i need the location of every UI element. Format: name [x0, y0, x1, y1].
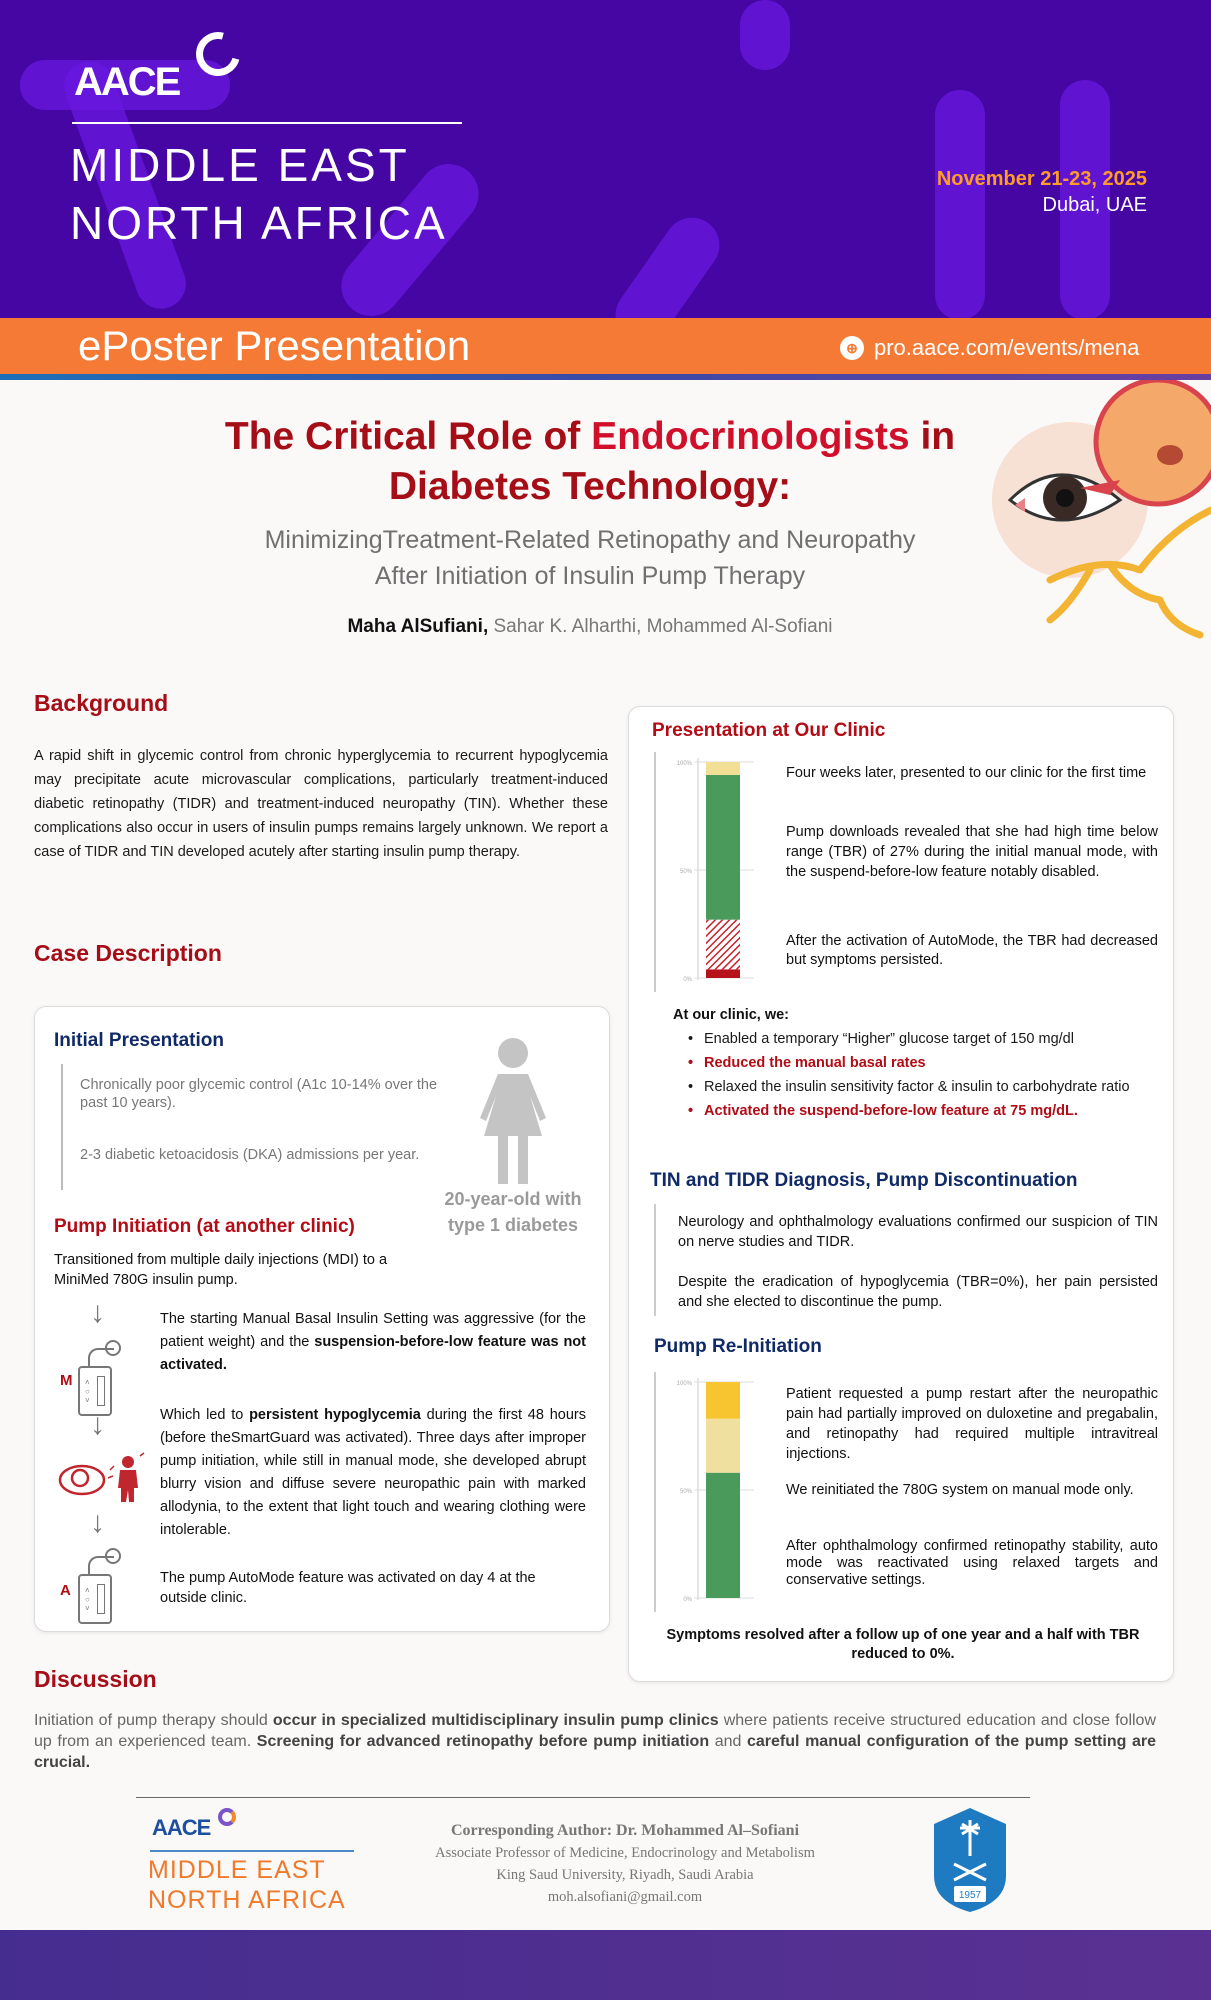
reinitiation-heading: Pump Re-Initiation	[654, 1336, 822, 1357]
poster-title	[200, 412, 980, 512]
clinic-action-item: • Relaxed the insulin sensitivity factor & insulin to carbohydrate ratio	[688, 1075, 1158, 1099]
reinitiation-paragraph-3: After ophthalmology confirmed retinopathy stability, auto mode was reactivated using relaxed targets and conservative settings.	[786, 1538, 1158, 1588]
chart-bar-segment-very-high	[706, 1382, 740, 1419]
pupil-icon	[1056, 489, 1074, 507]
event-location: Dubai, UAE	[1042, 194, 1147, 216]
aace-logo: AACE	[74, 60, 180, 104]
author-institution: King Saud University, Riyadh, Saudi Arabia	[496, 1867, 754, 1883]
insulin-pump-manual-icon: ˄ ○ ˅	[78, 1366, 112, 1416]
chart-bar-segment-very-low	[706, 969, 740, 978]
region-line-1: MIDDLE EAST	[70, 139, 410, 191]
pump-step-3: The pump AutoMode feature was activated on day 4 at the outside clinic.	[160, 1570, 536, 1606]
discussion-bold-1: occur in specialized multidisciplinary insulin pump clinics	[272, 1712, 719, 1729]
author-list	[200, 616, 980, 638]
reinitiation-conclusion: Symptoms resolved after a follow up of one year and a half with TBR reduced to 0%.	[666, 1627, 1140, 1662]
footer-aace-logo-mark	[218, 1808, 236, 1826]
chart-bar-segment-high	[706, 1419, 740, 1473]
clinic-paragraph-2: Pump downloads revealed that she had high time below range (TBR) of 27% during the initial manual mode, with the suspend-before-low feature notably disabled.	[786, 824, 1158, 880]
clinic-paragraph-1: Four weeks later, presented to our clinic for the first time	[786, 765, 1147, 781]
reinitiation-paragraph-2: We reinitiated the 780G system on manual mode only.	[786, 1482, 1134, 1498]
discussion-heading: Discussion	[34, 1666, 157, 1692]
diagnosis-rule	[654, 1204, 656, 1316]
chart-bar-segment-high	[706, 762, 740, 775]
chart-tick-label: 50%	[679, 869, 692, 875]
chart-bar-segment-low	[706, 920, 740, 970]
clinic-actions-list	[688, 1027, 1158, 1123]
initial-presentation-rule	[61, 1064, 63, 1190]
chart-tick-label: 0%	[683, 977, 692, 983]
decorative-tube	[935, 90, 985, 318]
chart-tick-label: 50%	[679, 1489, 692, 1495]
initial-presentation-item-2: 2-3 diabetic ketoacidosis (DKA) admissions per year.	[80, 1147, 420, 1163]
initial-presentation-item-1: Chronically poor glycemic control (A1c 10-14% over the past 10 years).	[80, 1077, 438, 1111]
clinic-rule	[654, 752, 656, 992]
pump-initiation-heading: Pump Initiation (at another clinic)	[54, 1216, 355, 1237]
discussion-text	[34, 1710, 1156, 1773]
web-icon: ⊕	[840, 336, 864, 360]
background-text: A rapid shift in glycemic control from chronic hyperglycemia to recurrent hypoglycemia may precipitate acute microvascular complications, particularly treatment-induced diabetic retinopathy (TIDR) and treatment-induced neuropathy (TIN). Whether these complications also occur in users of insulin pumps remains largely unknown. We report a case of TIDR and TIN developed acutely after starting insulin pump therapy.	[34, 748, 608, 860]
retina-lesion	[1157, 445, 1183, 465]
case-description-heading: Case Description	[34, 940, 222, 966]
corresponding-author	[380, 1822, 870, 1840]
decorative-tube	[605, 207, 730, 318]
clinic-action-item: • Activated the suspend-before-low feature at 75 mg/dL.	[688, 1099, 1158, 1123]
footer-divider	[136, 1797, 1030, 1798]
title-part-2: in Diabetes Technology:	[388, 415, 956, 508]
discussion-text-2: where patients receive structured education and close follow up from an experienced team.	[34, 1712, 1157, 1750]
discussion-text-1: Initiation of pump therapy should	[34, 1712, 273, 1729]
clinic-action-item: • Enabled a temporary “Higher” glucose target of 150 mg/dl	[688, 1027, 1158, 1051]
king-saud-university-seal	[930, 1806, 1010, 1914]
corresponding-name: : Dr. Mohammed Al–Sofiani	[606, 1822, 800, 1839]
header-divider	[72, 122, 462, 124]
subtitle-line-2: After Initiation of Insulin Pump Therapy	[374, 562, 806, 590]
lead-author: Maha AlSufiani,	[347, 616, 489, 637]
chart-bar-segment-in-range	[706, 1473, 740, 1598]
pump-step-2-bold: persistent hypoglycemia	[249, 1407, 421, 1423]
title-part-1: The Critical Role of	[224, 415, 592, 458]
patient-caption: 20-year-old with type 1 diabetes	[444, 1189, 582, 1235]
diagnosis-heading: TIN and TIDR Diagnosis, Pump Discontinuation	[650, 1170, 1078, 1191]
eposter-label: ePoster Presentation	[78, 322, 471, 369]
corresponding-label: Corresponding Author	[450, 1822, 607, 1839]
clinic-heading: Presentation at Our Clinic	[652, 720, 886, 741]
arrow-down-icon: ↓	[90, 1408, 105, 1441]
event-date: November 21-23, 2025	[936, 168, 1147, 190]
footer-band	[0, 1930, 1211, 2000]
arrow-down-icon: ↓	[90, 1296, 105, 1329]
tir-chart-reinitiation	[670, 1372, 780, 1610]
pump-tubing-icon	[88, 1556, 114, 1574]
discussion-text-3: and	[709, 1733, 747, 1750]
clinic-action-item: • Reduced the manual basal rates	[688, 1051, 1158, 1075]
footer-region-line-2: NORTH AFRICA	[148, 1886, 346, 1914]
chart-tick-label: 100%	[676, 761, 692, 767]
auto-mode-label: A	[60, 1582, 71, 1599]
poster-header	[0, 0, 1211, 318]
subtitle-line-1: MinimizingTreatment-Related Retinopathy and Neuropathy	[264, 526, 916, 554]
author-position: Associate Professor of Medicine, Endocrinology and Metabolism	[435, 1845, 815, 1861]
reinitiation-rule	[654, 1372, 656, 1612]
pump-step-1	[160, 1308, 586, 1377]
diagnosis-paragraph-1: Neurology and ophthalmology evaluations confirmed our suspicion of TIN on nerve studies and TIDR.	[678, 1214, 1158, 1250]
tir-chart-initial	[670, 752, 780, 990]
diagnosis-paragraph-2: Despite the eradication of hypoglycemia (TBR=0%), her pain persisted and she elected to discontinue the pump.	[678, 1274, 1158, 1310]
coauthors: Sahar K. Alharthi, Mohammed Al-Sofiani	[488, 616, 833, 637]
author-email[interactable]: moh.alsofiani@gmail.com	[547, 1889, 703, 1905]
initial-presentation-heading: Initial Presentation	[54, 1030, 224, 1051]
chart-bar-segment-in-range	[706, 775, 740, 920]
pump-initiation-intro: Transitioned from multiple daily injections (MDI) to a MiniMed 780G insulin pump.	[54, 1252, 388, 1288]
clinic-actions-heading: At our clinic, we:	[673, 1007, 790, 1023]
seal-year: 1957	[958, 1890, 982, 1901]
discussion-bold-2: Screening for advanced retinopathy before pump initiation	[256, 1733, 710, 1750]
eye-retina-illustration	[990, 380, 1211, 640]
footer-aace-logo: AACE	[152, 1815, 211, 1840]
footer-logo-rule	[150, 1850, 354, 1852]
background-heading: Background	[34, 690, 169, 716]
pump-step-1-bold: suspension-before-low feature was not activated.	[160, 1334, 586, 1373]
chart-tick-label: 100%	[676, 1381, 692, 1387]
pump-tubing-icon	[88, 1348, 114, 1366]
region-line-2: NORTH AFRICA	[70, 197, 448, 249]
blurry-vision-pain-icon	[58, 1452, 148, 1504]
title-accent: Endocrinologists	[591, 415, 910, 458]
clinic-paragraph-3: After the activation of AutoMode, the TBR had decreased but symptoms persisted.	[786, 933, 1158, 968]
manual-mode-label: M	[60, 1372, 73, 1389]
female-patient-icon	[472, 1036, 554, 1186]
poster-subtitle	[200, 522, 980, 594]
pump-step-2-pre: Which led to	[160, 1407, 250, 1423]
reinitiation-paragraph-1: Patient requested a pump restart after the neuropathic pain had partially improved on duloxetine and pregabalin, and retinopathy had required multiple intravitreal injections.	[786, 1386, 1158, 1462]
insulin-pump-auto-icon: ˄ ○ ˅	[78, 1574, 112, 1624]
decorative-tube	[740, 0, 790, 70]
website-link[interactable]: pro.aace.com/events/mena	[874, 335, 1140, 360]
arrow-down-icon: ↓	[90, 1506, 105, 1539]
discussion-bold-3: careful manual configuration of the pump setting are crucial.	[34, 1733, 1157, 1771]
footer-region-line-1: MIDDLE EAST	[148, 1856, 326, 1884]
pump-step-1-text: The starting Manual Basal Insulin Setting was aggressive (for the patient weight) and the	[160, 1311, 586, 1350]
chart-tick-label: 0%	[683, 1597, 692, 1603]
pump-step-2	[160, 1404, 586, 1542]
pump-step-2-post: during the first 48 hours (before theSmartGuard was activated). Three days after improper pump initiation, while still in manual mode, she developed abrupt blurry vision and diffuse severe neuropathic pain with marked allodynia, to the extent that light touch and wearing clothing were intolerable.	[160, 1407, 586, 1538]
